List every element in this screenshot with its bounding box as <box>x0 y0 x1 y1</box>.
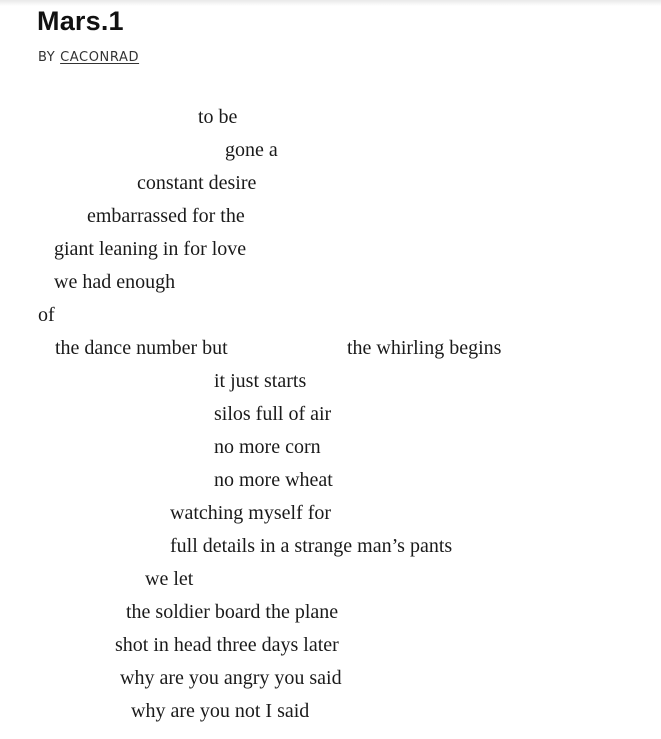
poem-line: it just starts <box>214 370 307 392</box>
poem-line: embarrassed for the <box>87 205 245 227</box>
poem-line: no more wheat <box>214 469 333 491</box>
poem-line: we had enough <box>54 271 176 293</box>
poem-line: the soldier board the plane <box>126 601 339 623</box>
byline-prefix: BY <box>38 50 56 65</box>
poem-line: giant leaning in for love <box>54 238 247 260</box>
author-link[interactable]: CACONRAD <box>60 50 140 65</box>
poem-line: to be <box>198 106 238 128</box>
poem-line: full details in a strange man’s pants <box>170 535 453 557</box>
byline <box>38 49 139 67</box>
page-title: Mars.1 <box>37 6 124 36</box>
poem-line: why are you not I said <box>131 700 310 722</box>
poem-line: why are you angry you said <box>120 667 342 689</box>
poem-line: the dance number but <box>55 337 228 359</box>
poem-line: the whirling begins <box>347 337 502 359</box>
poem-line: no more corn <box>214 436 321 458</box>
poem-line: gone a <box>225 139 278 161</box>
poem-line: silos full of air <box>214 403 332 425</box>
poem-line: watching myself for <box>170 502 332 524</box>
poem-line: of <box>38 304 55 326</box>
poem-line: shot in head three days later <box>115 634 339 656</box>
poem-line: we let <box>145 568 194 590</box>
poem-line: constant desire <box>137 172 257 194</box>
